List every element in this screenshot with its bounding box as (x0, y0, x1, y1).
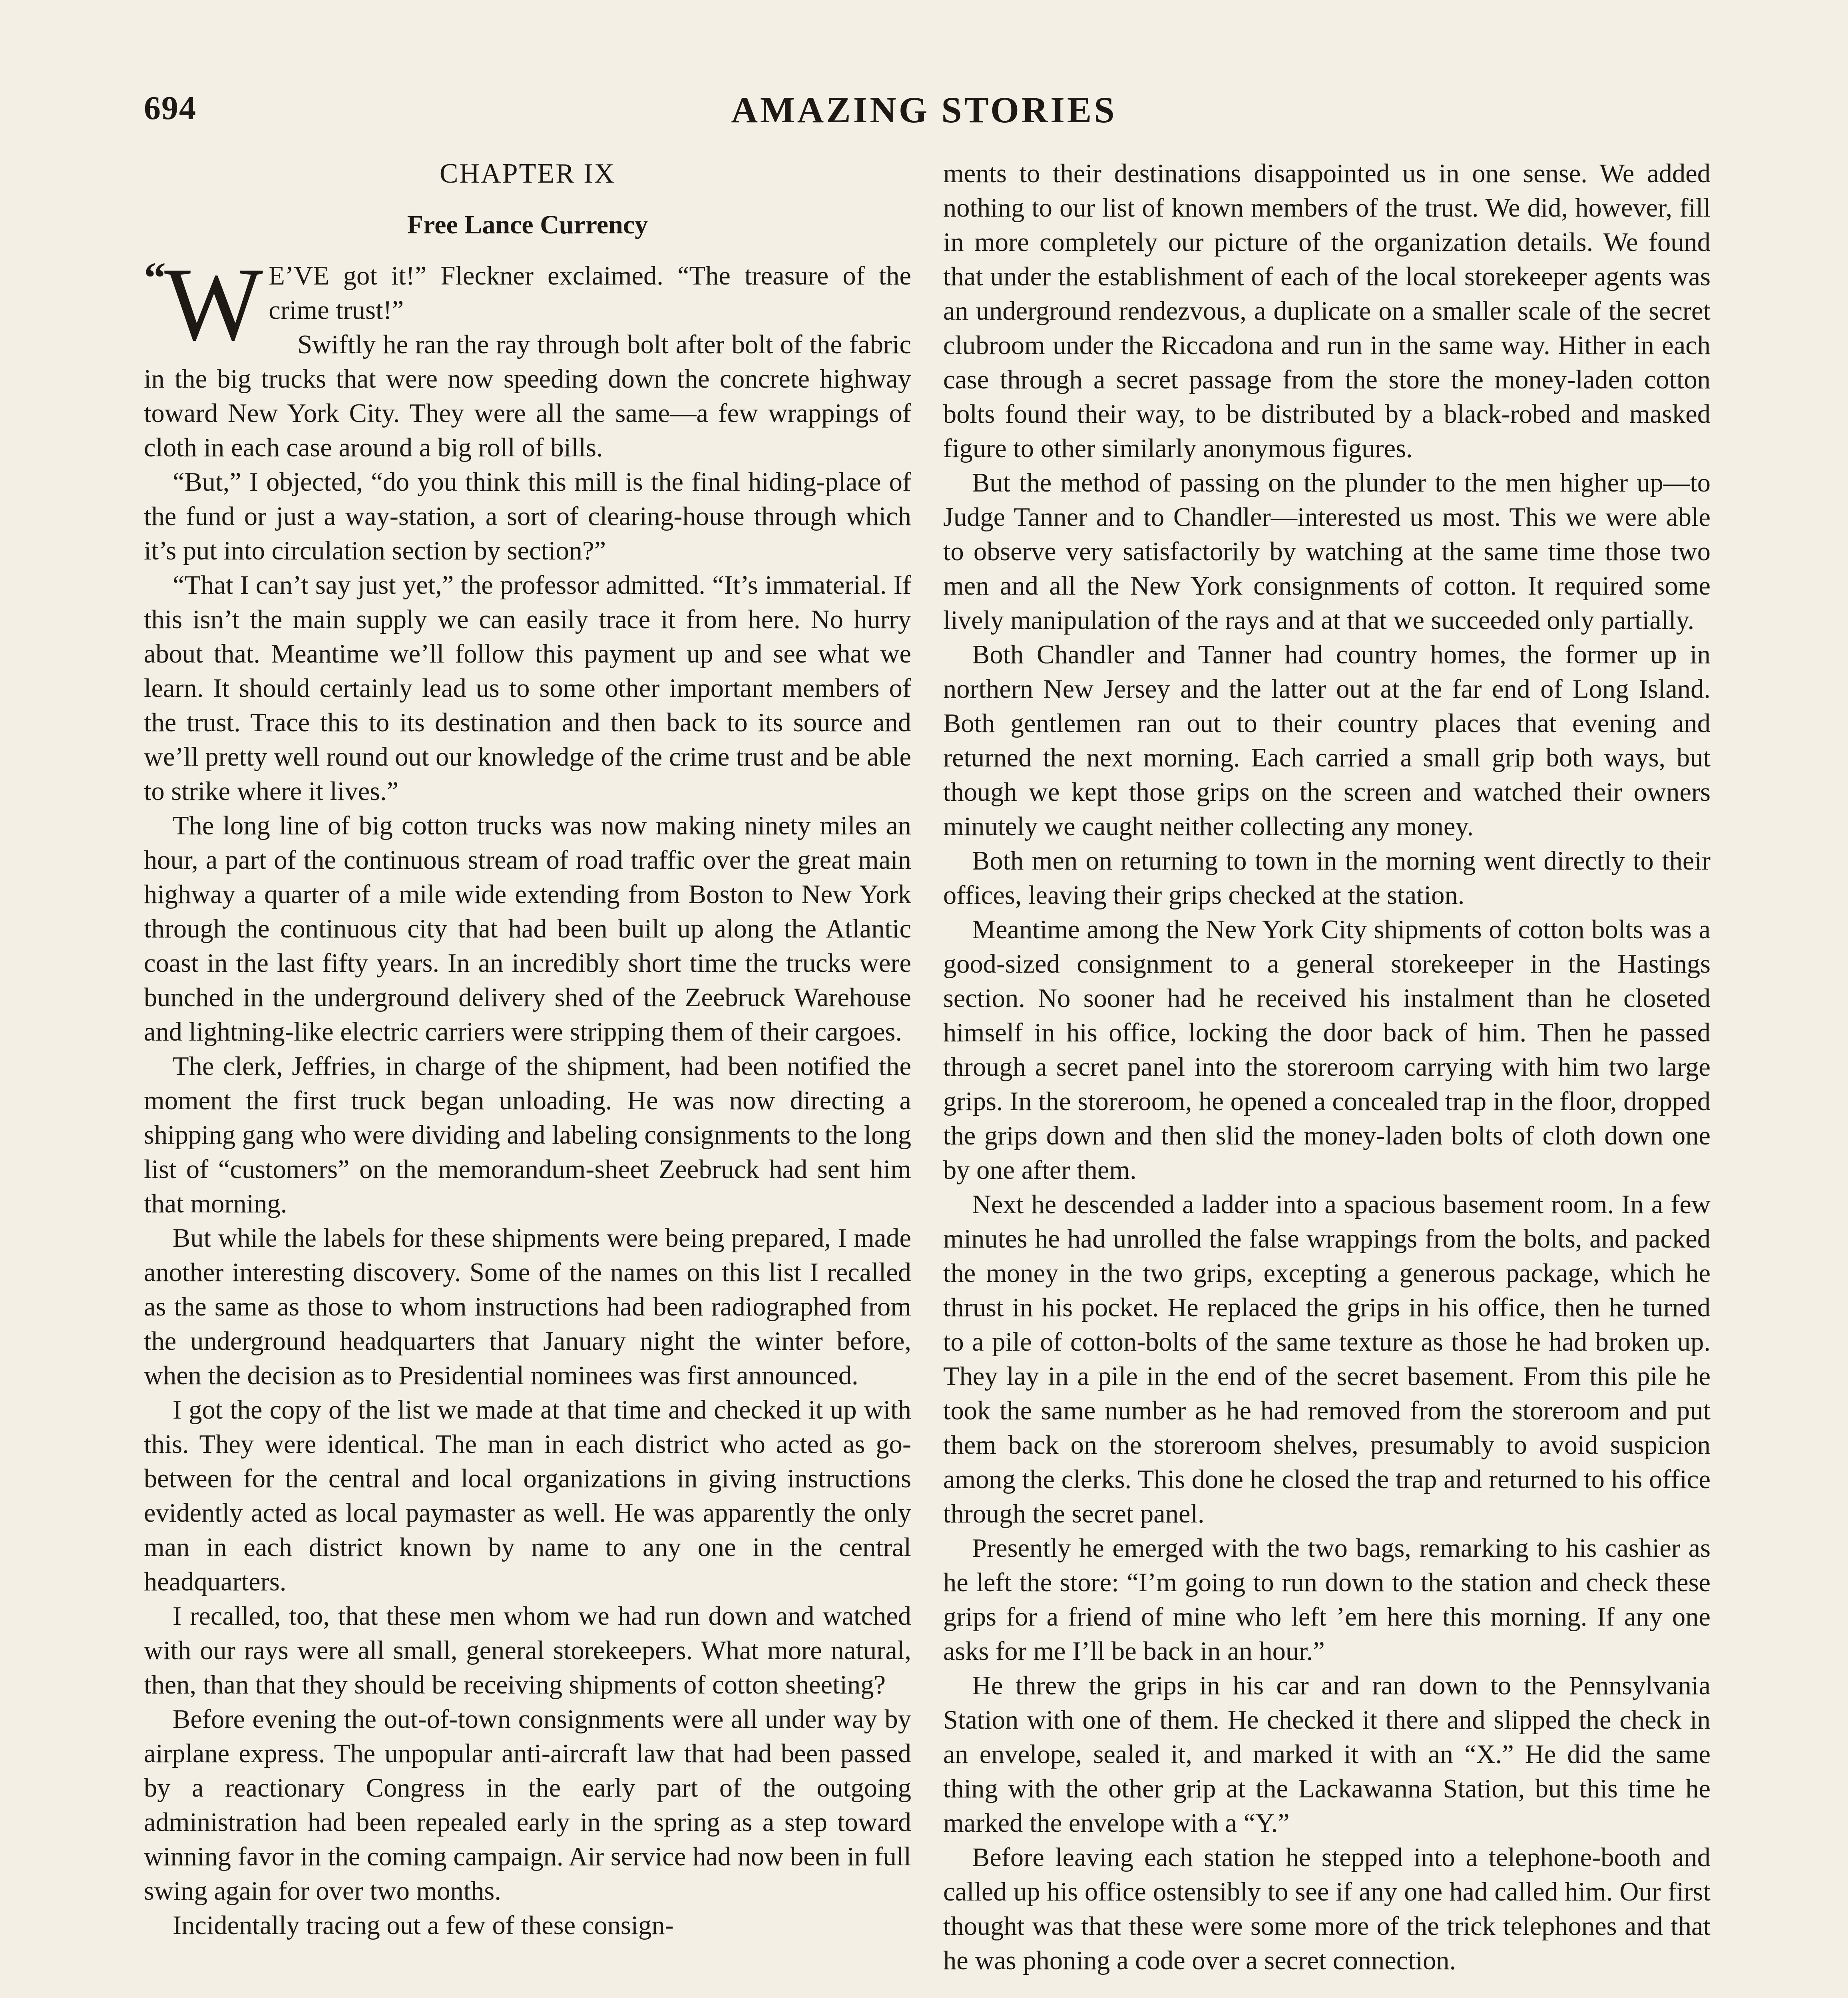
chapter-title: Free Lance Currency (407, 210, 648, 239)
left-column (144, 156, 911, 1943)
paragraph: But the method of passing on the plunder to the men higher up—to Judge Tanner and to Chandler—interested us most. This we were able to observe very satisfactorily by watching at the same time those two men and all the New York consignments of cotton. It required some lively manipulation of the rays and at that we succeeded only partially. (943, 468, 1711, 635)
chapter-number: CHAPTER IX (439, 158, 616, 189)
paragraph-continuation: ments to their destinations disappointed us in one sense. We added nothing to our list of known members of the trust. We did, however, fill in more completely our picture of the organization details. We found that under the establishment of each of the local storekeeper agents was an underground rendezvous, a duplicate on a smaller scale of the secret clubroom under the Riccadona and run in the same way. Hither in each case through a secret passage from the store the money-laden cotton bolts found their way, to be distributed by a black-robed and masked figure to other similarly anonymous figures. (943, 159, 1711, 463)
paragraph: Meantime among the New York City shipments of cotton bolts was a good-sized consignment to a general storekeeper in the Hastings section. No sooner had he received his instalment than he closeted himself in his office, locking the door back of him. Then he passed through a secret panel into the storeroom carrying with him two large grips. In the storeroom, he opened a concealed trap in the floor, dropped the grips down and then slid the money-laden bolts of cloth down one by one after them. (943, 915, 1711, 1185)
paragraph: He threw the grips in his car and ran down to the Pennsylvania Station with one of them. He checked it there and slipped the check in an envelope, sealed it, and marked it with an “X.” He did the same thing with the other grip at the Lackawanna Station, but this time he marked the envelope with a “Y.” (943, 1671, 1711, 1838)
paragraph: Swiftly he ran the ray through bolt after bolt of the fabric in the big trucks that were now speeding down the concrete highway toward New York City. They were all the same—a few wrappings of cloth in each case around a big roll of bills. (144, 330, 911, 462)
opening-paragraph-text: E’VE got it!” Fleckner exclaimed. “The treasure of the crime trust!” (269, 261, 911, 325)
opening-paragraph (144, 246, 911, 362)
drop-cap (144, 246, 263, 362)
paragraph: Next he descended a ladder into a spacious basement room. In a few minutes he had unrolled the false wrappings from the bolts, and packed the money in the two grips, excepting a generous package, which he thrust in his pocket. He replaced the grips in his office, then he turned to a pile of cotton-bolts of the same texture as those he had broken up. They lay in a pile in the end of the secret basement. From this pile he took the same number as he had removed from the storeroom and put them back on the storeroom shelves, presumably to avoid suspicion among the clerks. This done he closed the trap and returned to his office through the secret panel. (943, 1190, 1711, 1528)
drop-cap-quote: “ (144, 253, 166, 302)
paragraph: The clerk, Jeffries, in charge of the shipment, had been notified the moment the first truck began unloading. He was now directing a shipping gang who were dividing and labeling consignments to the long list of “customers” on the memorandum-sheet Zeebruck had sent him that morning. (144, 1052, 911, 1218)
paragraph: I got the copy of the list we made at that time and checked it up with this. They were identical. The man in each district who acted as go-between for the central and local organizations in giving instructions evidently acted as local paymaster as well. He was apparently the only man in each district known by name to any one in the central headquarters. (144, 1395, 911, 1596)
running-head: AMAZING STORIES (731, 90, 1117, 130)
paragraph: The long line of big cotton trucks was now making ninety miles an hour, a part of the continuous stream of road traffic over the great main highway a quarter of a mile wide extending from Boston to New York through the continuous city that had been built up along the Atlantic coast in the last fifty years. In an incredibly short time the trucks were bunched in the underground delivery shed of the Zeebruck Warehouse and lightning-like electric carriers were stripping them of their cargoes. (144, 811, 911, 1047)
paragraph: Both men on returning to town in the morning went directly to their offices, leaving their grips checked at the station. (943, 846, 1711, 910)
paragraph: “But,” I objected, “do you think this mill is the final hiding-place of the fund or just a way-station, a sort of clearing-house through which it’s put into circulation section by section?” (144, 468, 911, 565)
right-column (943, 157, 1711, 1978)
paragraph: “That I can’t say just yet,” the professor admitted. “It’s immaterial. If this isn’t the main supply we can easily trace it from here. No hurry about that. Meantime we’ll follow this payment up and see what we learn. It should certainly lead us to some other important members of the trust. Trace this to its destination and then back to its source and we’ll pretty well round out our knowledge of the crime trust and be able to strike where it lives.” (144, 571, 911, 806)
paragraph: But while the labels for these shipments were being prepared, I made another interesting discovery. Some of the names on this list I recalled as the same as those to whom instructions had been radiographed from the underground headquarters that January night the winter before, when the decision as to Presidential nominees was first announced. (144, 1224, 911, 1390)
paragraph: Incidentally tracing out a few of these consign- (173, 1911, 674, 1940)
paragraph: Presently he emerged with the two bags, remarking to his cashier as he left the store: “I’m going to run down to the station and check these grips for a friend of mine who left ’em here this morning. If any one asks for me I’ll be back in an hour.” (943, 1534, 1711, 1666)
paragraph: Both Chandler and Tanner had country homes, the former up in northern New Jersey and the latter out at the far end of Long Island. Both gentlemen ran out to their country places that evening and returned the next morning. Each carried a small grip both ways, but though we kept those grips on the screen and watched their owners minutely we caught neither collecting any money. (943, 640, 1711, 841)
paragraph: Before leaving each station he stepped into a telephone-booth and called up his office ostensibly to see if any one had called him. Our first thought was that these were some more of the trick telephones and that he was phoning a code over a secret connection. (943, 1843, 1711, 1975)
paragraph: Before evening the out-of-town consignments were all under way by airplane express. The unpopular anti-aircraft law that had been passed by a reactionary Congress in the early part of the outgoing administration had been repealed early in the spring as a step toward winning favor in the coming campaign. Air service had now been in full swing again for over two months. (144, 1705, 911, 1906)
paragraph: I recalled, too, that these men whom we had run down and watched with our rays were all small, general storekeepers. What more natural, then, than that they should be receiving shipments of cotton sheeting? (144, 1602, 911, 1699)
page-number: 694 (144, 90, 197, 127)
drop-cap-letter: W (164, 246, 263, 362)
